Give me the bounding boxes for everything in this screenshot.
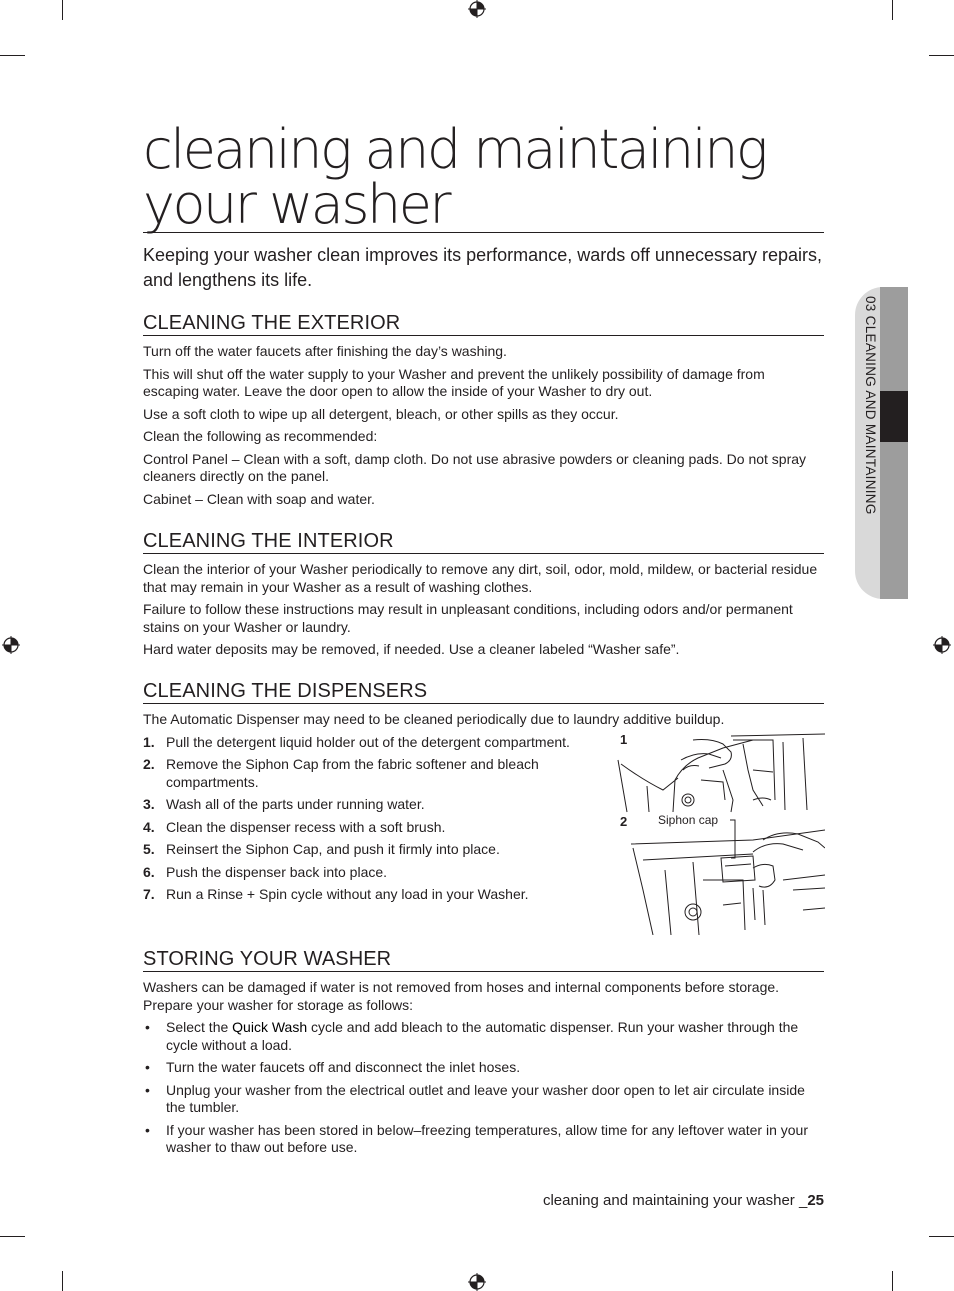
registration-mark-icon <box>2 636 20 654</box>
section-heading: CLEANING THE INTERIOR <box>143 530 824 554</box>
chapter-tab-strip <box>880 287 908 599</box>
list-item: 1. Pull the detergent liquid holder out of the detergent compartment. <box>143 733 570 750</box>
paragraph: Cabinet – Clean with soap and water. <box>143 490 375 507</box>
list-item: 3. Wash all of the parts under running water. <box>143 796 425 812</box>
registration-mark-icon <box>468 1273 486 1291</box>
section-storing <box>143 948 824 1162</box>
figure-label-1: 1 <box>620 732 628 747</box>
dispenser-illustration-icon <box>603 730 825 935</box>
section-interior <box>143 530 824 664</box>
storage-list <box>143 1019 824 1157</box>
list-item: 7. Run a Rinse + Spin cycle without any load in your Washer. <box>143 886 529 902</box>
list-item: • Turn the water faucets off and disconnect the inlet hoses. <box>145 1059 521 1075</box>
paragraph: Hard water deposits may be removed, if needed. Use a cleaner labeled “Washer safe”. <box>143 641 680 657</box>
page-title: cleaning and maintaining your washer <box>143 122 824 233</box>
crop-mark <box>62 0 63 20</box>
chapter-tab-label: 03 CLEANING AND MAINTAINING <box>863 296 878 515</box>
figure-label-2: 2 <box>620 814 628 829</box>
list-item: • Unplug your washer from the electrical outlet and leave your washer door open to let air circulate inside the tumbler. <box>145 1081 805 1115</box>
list-item: • Select the Quick Wash cycle and add bleach to the automatic dispenser. Run your washer through the cycle without a load. <box>145 1019 799 1053</box>
section-heading: STORING YOUR WASHER <box>143 948 824 972</box>
intro-text: Keeping your washer clean improves its performance, wards off unnecessary repairs, and lengthens its life. <box>143 245 822 290</box>
steps-list <box>143 734 583 904</box>
crop-mark <box>892 0 893 20</box>
paragraph: The Automatic Dispenser may need to be cleaned periodically due to laundry additive buildup. <box>143 711 725 727</box>
list-item: 5. Reinsert the Siphon Cap, and push it firmly into place. <box>143 841 500 857</box>
paragraph: Clean the interior of your Washer periodically to remove any dirt, soil, odor, mold, mildew, or bacterial residue that may remain in your Washer as a result of washing clothes. <box>143 561 818 595</box>
paragraph: Turn off the water faucets after finishing the day’s washing. <box>143 343 507 359</box>
list-item: 4. Clean the dispenser recess with a soft brush. <box>143 818 446 835</box>
crop-mark <box>0 55 25 56</box>
list-item: • If your washer has been stored in below–freezing temperatures, allow time for any leftover water in your washer to thaw out before use. <box>145 1121 808 1155</box>
list-item: 6. Push the dispenser back into place. <box>143 863 388 880</box>
paragraph: Failure to follow these instructions may result in unpleasant conditions, including odors and/or permanent stains on your Washer or laundry. <box>143 601 793 635</box>
page-number: 25 <box>807 1192 824 1209</box>
crop-mark <box>929 1236 954 1237</box>
crop-mark <box>929 55 954 56</box>
paragraph: Washers can be damaged if water is not removed from hoses and internal components before storage. Prepare your washer for storage as follows: <box>143 979 780 1013</box>
crop-mark <box>0 1236 25 1237</box>
section-heading: CLEANING THE EXTERIOR <box>143 312 824 336</box>
siphon-cap-caption: Siphon cap <box>658 813 719 827</box>
crop-mark <box>62 1271 63 1291</box>
page-footer <box>480 1192 824 1209</box>
registration-mark-icon <box>468 0 486 18</box>
paragraph: Clean the following as recommended: <box>143 428 378 444</box>
section-heading: CLEANING THE DISPENSERS <box>143 680 824 704</box>
section-exterior <box>143 312 824 513</box>
crop-mark <box>892 1271 893 1291</box>
chapter-tab-marker <box>880 391 908 442</box>
footer-text: cleaning and maintaining your washer _ <box>542 1192 808 1209</box>
list-item: 2. Remove the Siphon Cap from the fabric softener and bleach compartments. <box>143 756 539 790</box>
paragraph: Use a soft cloth to wipe up all detergent, bleach, or other spills as they occur. <box>143 405 619 422</box>
paragraph: This will shut off the water supply to your Washer and prevent the unlikely possibility of damage from escaping water. Leave the door open to allow the inside of your Washer to dry out. <box>143 365 765 399</box>
registration-mark-icon <box>933 636 951 654</box>
quick-wash-term: Quick Wash <box>232 1019 308 1035</box>
paragraph: Control Panel – Clean with a soft, damp cloth. Do not use abrasive powders or cleaning pads. Do not spray cleaners directly on the panel. <box>143 450 807 484</box>
dispenser-figure <box>603 730 825 935</box>
